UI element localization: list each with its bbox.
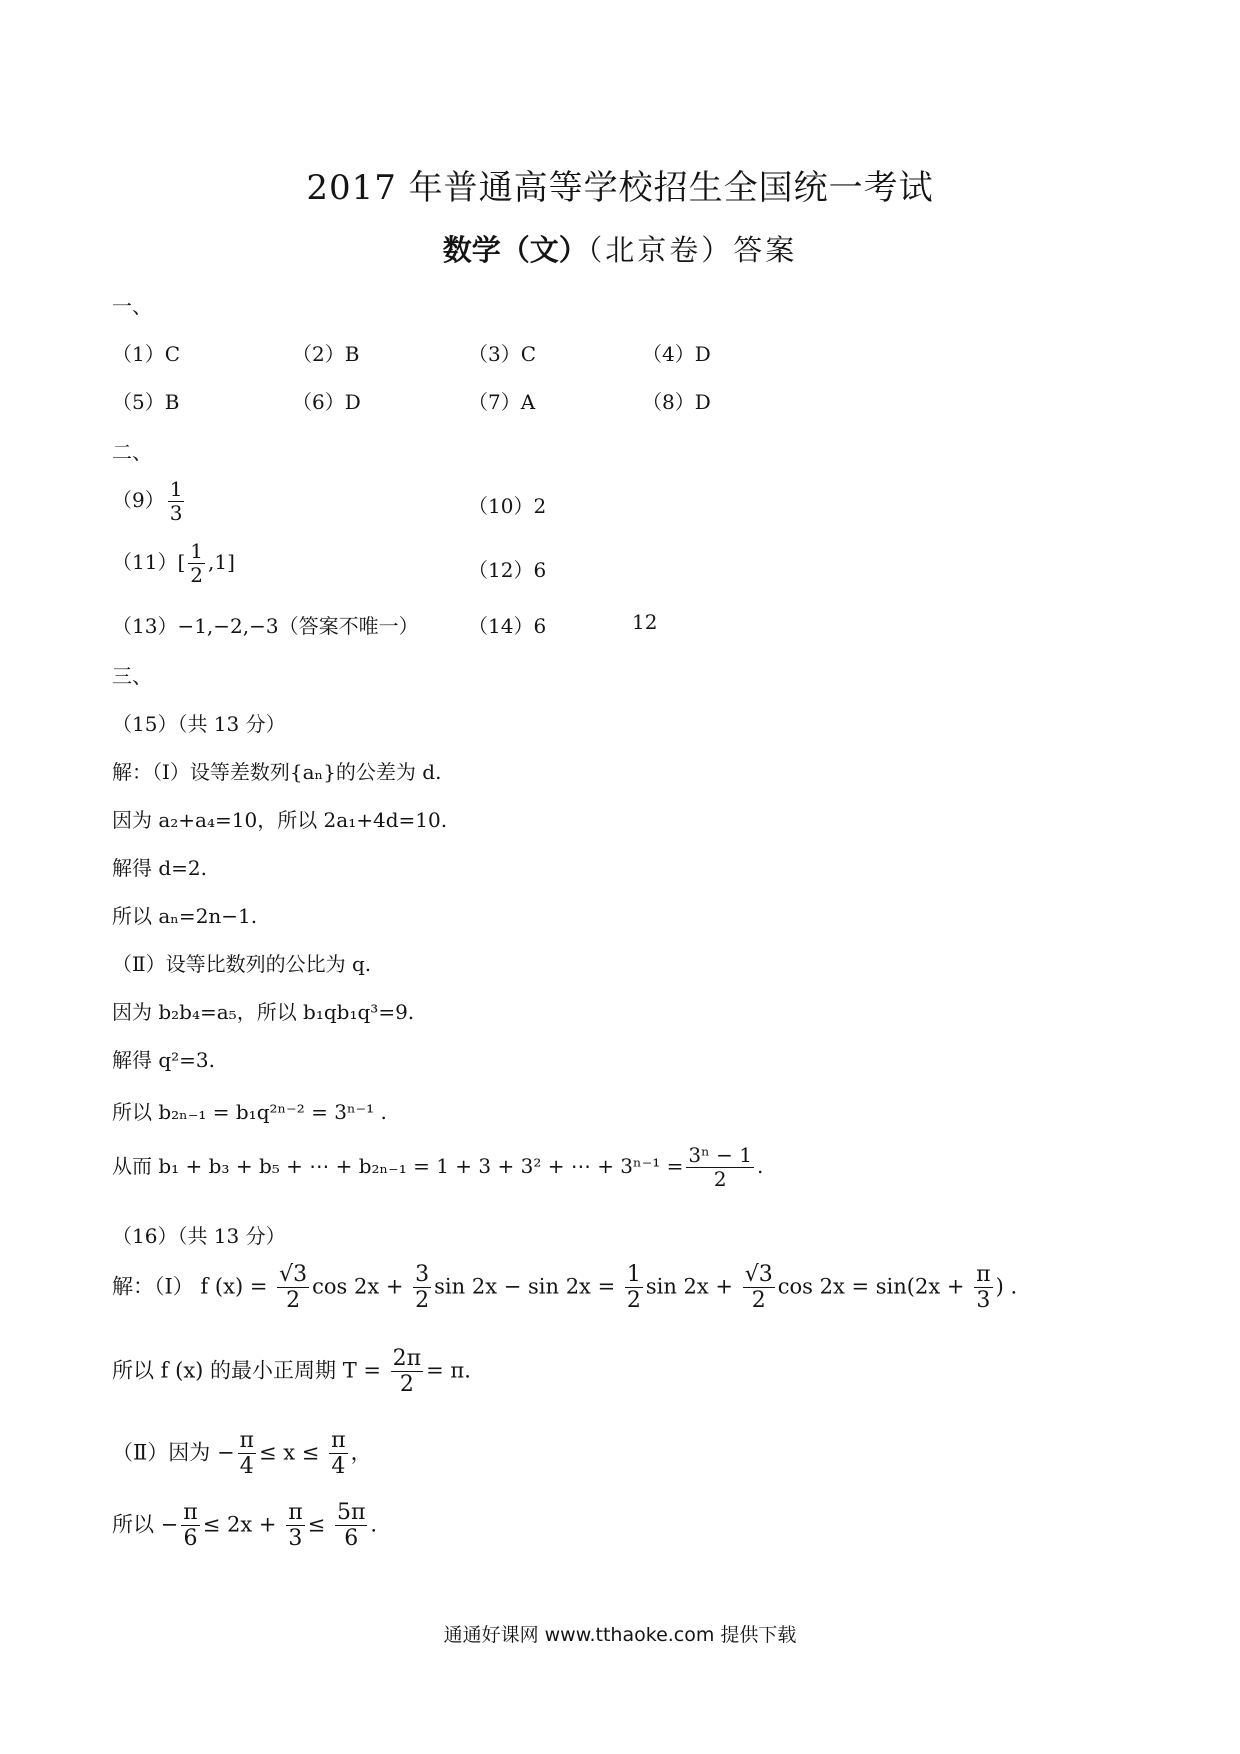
q16-l4-c: ≤: [307, 1512, 326, 1537]
answer-7: （7）A: [468, 390, 536, 414]
answer-11-open: [: [177, 550, 186, 574]
q15-line-3: 解得 d=2.: [112, 856, 207, 880]
fraction-numerator: 3: [415, 1262, 430, 1287]
answer-2: （2）B: [292, 342, 360, 366]
fraction-numerator: 1: [190, 539, 203, 563]
q15-line-5: （Ⅱ）设等比数列的公比为 q.: [112, 952, 372, 976]
fraction-denominator: 4: [331, 1454, 346, 1480]
fraction-denominator: 6: [344, 1526, 359, 1552]
q16-l3-a: （Ⅱ）因为 −: [112, 1440, 235, 1465]
fraction-denominator: 2: [626, 1288, 641, 1314]
q16-l4-frac-2: [286, 1500, 304, 1552]
fraction-numerator: 5π: [336, 1500, 366, 1525]
answer-9: [112, 478, 187, 525]
answer-13: （13）−1,−2,−3（答案不唯一）: [112, 614, 419, 638]
page-title: 2017 年普通高等学校招生全国统一考试: [306, 168, 934, 208]
q16-l1-frac-2: [413, 1262, 431, 1314]
answer-11-label: （11）: [112, 550, 178, 574]
section-2-label: 二、: [112, 440, 152, 464]
q16-l3-frac-1: [238, 1428, 256, 1480]
fraction-denominator: 2: [713, 1167, 727, 1191]
fraction-denominator: 4: [239, 1454, 254, 1480]
fraction-denominator: 2: [751, 1288, 766, 1314]
q16-line-3: [112, 1428, 372, 1480]
fraction-numerator: 2π: [392, 1346, 422, 1371]
answer-14-second: 12: [632, 610, 658, 634]
section-3-label: 三、: [112, 664, 152, 688]
fraction-denominator: 3: [976, 1288, 991, 1314]
q16-l1-frac-1: [277, 1262, 309, 1314]
answer-14: （14）6: [468, 614, 547, 638]
q15-sum-end: .: [756, 1154, 764, 1178]
fraction-numerator: √3: [279, 1262, 308, 1287]
fraction-numerator: √3: [744, 1262, 773, 1287]
q15-line-8: 所以 b₂ₙ₋₁ = b₁q²ⁿ⁻² = 3ⁿ⁻¹ .: [112, 1100, 387, 1124]
q15-line-1: 解：（Ⅰ）设等差数列{aₙ}的公差为 d.: [112, 760, 442, 784]
page-subtitle: [0, 228, 1240, 269]
fraction-numerator: π: [331, 1428, 346, 1453]
answer-11: [112, 540, 235, 587]
fraction-denominator: 6: [183, 1526, 198, 1552]
fraction-numerator: 1: [626, 1262, 641, 1287]
answer-4: （4）D: [642, 342, 711, 366]
fraction-numerator: π: [239, 1428, 255, 1453]
q16-l4-frac-3: [335, 1500, 367, 1552]
q16-l4-b: ≤ 2x +: [202, 1512, 277, 1537]
section-1-label: 一、: [112, 294, 152, 318]
q16-l1-c: sin 2x − sin 2x =: [434, 1274, 616, 1299]
q16-l1-frac-3: [625, 1262, 643, 1314]
fraction-denominator: 2: [286, 1288, 301, 1314]
q16-line-1: [112, 1262, 1017, 1314]
q16-l1-e: cos 2x = sin(2x +: [777, 1274, 965, 1299]
q16-l3-end: ，: [350, 1440, 372, 1465]
fraction-numerator: 3ⁿ − 1: [688, 1143, 752, 1167]
answer-6: （6）D: [292, 390, 361, 414]
fraction-denominator: 3: [288, 1526, 303, 1552]
q16-l1-end: ) .: [995, 1274, 1018, 1299]
q16-l1-d: sin 2x +: [645, 1274, 734, 1299]
fraction-denominator: 2: [415, 1288, 430, 1314]
fraction-denominator: 2: [399, 1372, 414, 1398]
q16-l2-end: = π.: [426, 1358, 471, 1383]
q15-line-7: 解得 q²=3.: [112, 1048, 216, 1072]
q15-sum-lead: 从而 b₁ + b₃ + b₅ + ⋯ + b₂ₙ₋₁ = 1 + 3 + 3² + ⋯ + 3ⁿ⁻¹ =: [112, 1154, 684, 1178]
answer-9-fraction: [168, 478, 185, 525]
fraction-numerator: 1: [169, 477, 183, 501]
q16-l4-end: .: [370, 1512, 378, 1537]
answer-8: （8）D: [642, 390, 711, 414]
answer-3: （3）C: [468, 342, 537, 366]
subtitle-subject: 数学（文）: [442, 233, 588, 267]
answer-9-label: （9）: [112, 488, 165, 512]
q16-heading: （16）（共 13 分）: [112, 1224, 286, 1248]
q16-l4-a: 所以 −: [112, 1512, 179, 1537]
q16-l4-frac-1: [181, 1500, 199, 1552]
answer-1: （1）C: [112, 342, 181, 366]
q16-l3-frac-2: [329, 1428, 347, 1480]
q16-line-4: [112, 1500, 377, 1552]
q15-line-4: 所以 aₙ=2n−1.: [112, 904, 258, 928]
q16-l1-a: 解：（Ⅰ） f (x) =: [112, 1274, 268, 1299]
q15-line-9: [112, 1144, 763, 1191]
q16-l3-b: ≤ x ≤: [259, 1440, 320, 1465]
footer-source-note: 通通好课网 www.tthaoke.com 提供下载: [443, 1624, 797, 1646]
fraction-denominator: 2: [190, 563, 203, 587]
answer-11-fraction: [188, 540, 205, 587]
q15-sum-fraction: [686, 1144, 754, 1191]
subtitle-edition: （北京卷）答案: [587, 233, 798, 267]
q15-line-2: 因为 a₂+a₄=10，所以 2a₁+4d=10.: [112, 808, 448, 832]
answer-11-close: ,1]: [208, 550, 235, 574]
q15-heading: （15）（共 13 分）: [112, 712, 286, 736]
fraction-denominator: 3: [169, 501, 183, 525]
q16-l1-b: cos 2x +: [312, 1274, 404, 1299]
q15-line-6: 因为 b₂b₄=a₅，所以 b₁qb₁q³=9.: [112, 1000, 415, 1024]
q16-l2-frac: [391, 1346, 423, 1398]
answer-10: （10）2: [468, 494, 547, 518]
answer-5: （5）B: [112, 390, 180, 414]
q16-l1-frac-4: [743, 1262, 775, 1314]
fraction-numerator: π: [183, 1500, 198, 1525]
fraction-numerator: π: [288, 1500, 303, 1525]
answer-12: （12）6: [468, 558, 547, 582]
fraction-numerator: π: [976, 1262, 991, 1287]
q16-l2-a: 所以 f (x) 的最小正周期 T =: [112, 1358, 381, 1383]
q16-line-2: [112, 1346, 471, 1398]
q16-l1-frac-5: [974, 1262, 992, 1314]
